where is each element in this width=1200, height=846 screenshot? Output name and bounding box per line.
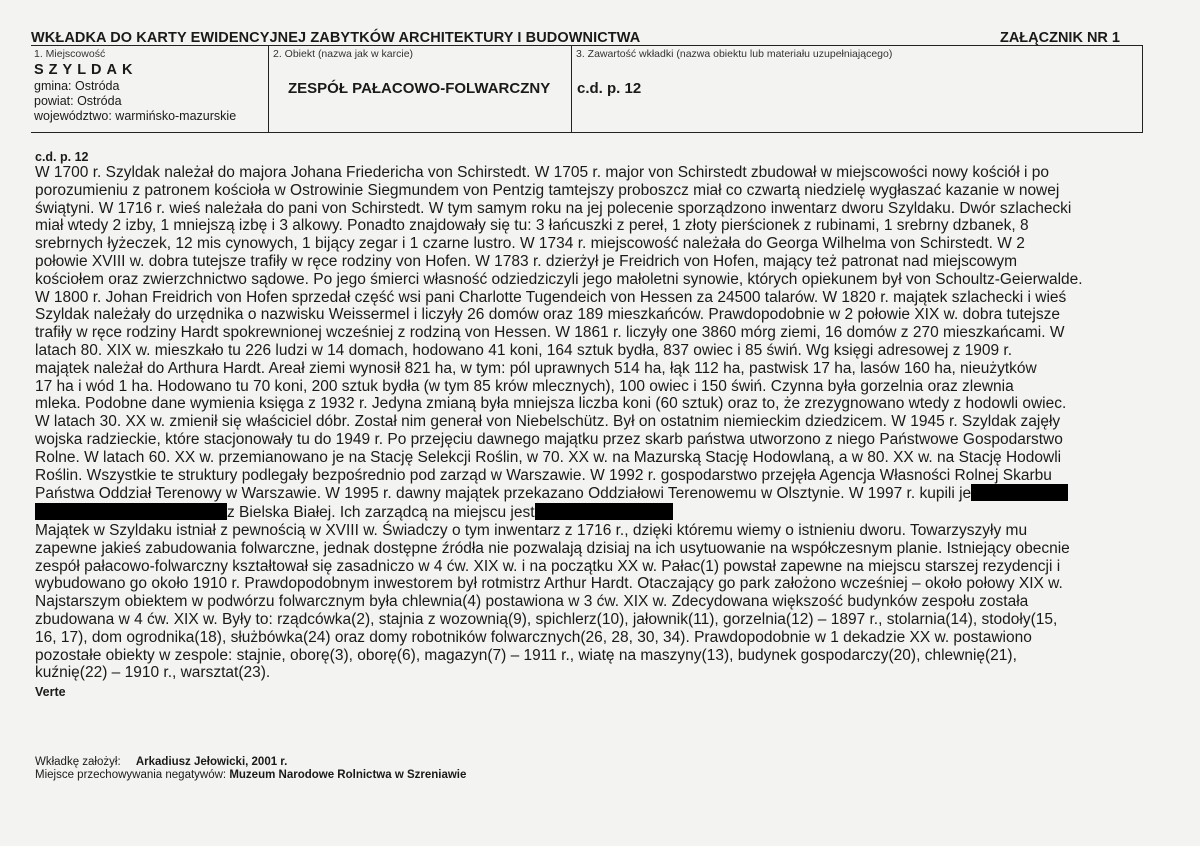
text-line: mleka. Podobne dane wymienia księga z 1932 r. Jedyna zmianą była mniejsza liczba koni (60 sztuk) oraz to, że zrezygnowano wtedy z hodowli owiec. (35, 395, 1067, 413)
field-locality (31, 46, 269, 132)
field-locality-caption: 1. Miejscowość (34, 48, 106, 60)
author-info (35, 756, 287, 768)
text-line: zespół pałacowo-folwarczny kształtował się zasadniczo w 4 ćw. XIX w. i na początku XX w. Pałac(1) powstał zapewne na miejscu starszej rezydencji i (35, 557, 1061, 575)
main-text (35, 150, 1150, 702)
text-line: W latach 30. XX w. zmienił się właściciel dóbr. Został nim generał von Niebelschütz. Był on ostatnim niemieckim dziedzicem. W 1945 r. Szyldak zajęły (35, 413, 1061, 431)
text-line: 16, 17), dom ogrodnika(18), służbówka(24) oraz domy robotników folwarcznych(26, 28, 30, 34). Prawdopodobnie w 1 dekadzie XX w. postawiono (35, 628, 1032, 646)
redaction-block (971, 484, 1068, 501)
text-line-20: z Bielska Białej. Ich zarządcą na miejscu jest (227, 504, 535, 522)
text-line: kuźnię(22) – 1910 r., warsztat(23). (35, 664, 271, 682)
locality-powiat: powiat: Ostróda (34, 94, 122, 108)
history-paragraph (35, 164, 1150, 484)
text-line: W 1700 r. Szyldak należał do majora Johana Friedericha von Schirstedt. W 1705 r. major von Schirstedt zbudował w miejscowości nowy kościół i po (35, 164, 1049, 181)
text-line: W 1800 r. Johan Freidrich von Hofen sprzedał część wsi pani Charlotte Tugendeich von Hessen za 24500 talarów. W 1820 r. majątek szlachecki i wieś (35, 288, 1067, 306)
text-line: majątek należał do Arthura Hardt. Areał ziemi wynosił 821 ha, w tym: pól uprawnych 514 ha, łąk 112 ha, pastwisk 17 ha, lasów 160 ha, nieużytków (35, 359, 1037, 377)
redaction-block (535, 503, 673, 520)
locality-wojewodztwo: województwo: warmińsko-mazurskie (34, 109, 237, 123)
complex-paragraph (35, 522, 1150, 682)
text-line: miał wtedy 2 izby, 1 mniejszą izbę i 3 alkowy. Ponadto znajdowały się tu: 3 łańcuszki z pereł, 1 złoty pierścionek z rubinami, 1 srebrny dzbanek, 8 (35, 217, 1029, 235)
text-line: Szyldak należały do urzędnika o nazwisku Weissermel i liczyły 26 domów oraz 189 mieszkańców. Prawdopodobnie w 2 połowie XIX w. dobra tutejsze (35, 306, 1060, 324)
field-object-caption: 2. Obiekt (nazwa jak w karcie) (273, 48, 414, 60)
text-line: Majątek w Szyldaku istniał z pewnością w XVIII w. Świadczy o tym inwentarz z 1716 r., dzięki któremu wiemy o istnieniu dworu. Towarzyszyły mu (35, 521, 1028, 539)
field-contents-caption: 3. Zawartość wkładki (nazwa obiektu lub materiału uzupełniającego) (576, 48, 893, 60)
header-fields (31, 45, 1143, 133)
text-line: srebrnych łyżeczek, 12 mis cynowych, 1 bijący zegar i 1 czarne lustro. W 1734 r. miejscowość należała do Georga Wilhelma von Schirstedt. W 2 (35, 235, 1025, 253)
text-line: Rolne. W latach 60. XX w. przemianowano je na Stację Selekcji Roślin, w 70. XX w. na Mazurską Stację Hodowlaną, a w 80. XX w. na Stację Hodowli (35, 448, 1062, 466)
text-line-19: Państwa Oddział Terenowy w Warszawie. W 1995 r. dawny majątek przekazano Oddziałowi Terenowemu w Olsztynie. W 1997 r. kupili je (35, 485, 972, 503)
text-line: wojska radzieckie, które stacjonowały tu do 1949 r. Po przejęciu dawnego majątku przez skarb państwa utworzono z niego Państwowe Gospodarstwo (35, 430, 1063, 448)
text-line: zapewne jakieś zabudowania folwarczne, jednak dostępne źródła nie pozwalają dzisiaj na ich usytuowanie na współczesnym planie. Istniejący obecnie (35, 539, 1070, 557)
card-title: WKŁADKA DO KARTY EWIDENCYJNEJ ZABYTKÓW ARCHITEKTURY I BUDOWNICTWA (31, 30, 641, 46)
text-line: porozumieniu z patronem kościoła w Ostrowinie Siegmundem von Pentzig tamtejszy proboszcz miał co czwartą niedzielę wygłaszać kazanie w nowej (35, 181, 1060, 199)
text-line (35, 503, 1150, 522)
text-line: latach 80. XIX w. mieszkało tu 226 ludzi w 14 domach, hodowano 41 koni, 164 sztuk bydła, 837 owiec i 85 świń. Wg księgi adresowej z 1909 r. (35, 341, 1013, 359)
contents-value: c.d. p. 12 (577, 80, 642, 97)
text-line: świątyni. W 1716 r. wieś należała do pani von Schirstedt. W tym samym roku na jej polecenie sporządzono inwentarz dworu Szyldaku. Dwór szlachecki (35, 199, 1072, 217)
locality-gmina: gmina: Ostróda (34, 79, 120, 93)
author-label: Wkładkę założył: (35, 756, 121, 768)
field-contents (573, 46, 1143, 132)
locality-name: SZYLDAK (34, 62, 138, 78)
text-line: wybudowano go około 1910 r. Prawdopodobnym inwestorem był rotmistrz Arthur Hardt. Otaczający go park założono wcześniej – około połowy XIX w. (35, 575, 1063, 593)
text-line: Roślin. Wszystkie te struktury podlegały bezpośrednio pod zarząd w Warszawie. W 1992 r. gospodarstwo przejęła Agencja Własności Rolnej Skarbu (35, 466, 1052, 484)
field-object (270, 46, 572, 132)
text-line: połowie XVIII w. dobra tutejsze trafiły w ręce rodziny von Hofen. W 1783 r. dzierżył je Freidrich von Hofen, mający też patronat nad miejscowym (35, 252, 1018, 270)
author-name: Arkadiusz Jełowicki, 2001 r. (135, 756, 288, 768)
text-heading: c.d. p. 12 (35, 150, 89, 164)
redaction-block (35, 503, 227, 520)
text-line: zbudowana w 4 ćw. XIX w. Były to: rządcówka(2), stajnia z wozownią(9), spichlerz(10), jałownik(11), gorzelnia(12) – 1897 r., stolarnia(14), stodoły(15, (35, 610, 1058, 628)
text-line: trafiły w ręce rodziny Hardt spokrewnionej wcześniej z rodziną von Hessen. W 1861 r. liczyły one 3860 mórg ziemi, 16 domów z 270 mieszkańcami. W (35, 324, 1065, 342)
object-name: ZESPÓŁ PAŁACOWO-FOLWARCZNY (288, 80, 551, 97)
storage-place: Muzeum Narodowe Rolnictwa w Szreniawie (229, 769, 467, 781)
verte-note: Verte (35, 685, 66, 700)
storage-info (35, 769, 466, 781)
text-line (35, 484, 1150, 503)
storage-label: Miejsce przechowywania negatywów: (35, 769, 227, 781)
text-line: pozostałe obiekty w zespole: stajnie, oborę(3), oborę(6), magazyn(7) – 1911 r., wiatę na maszyny(13), budynek gospodarczy(20), chlewnię(21), (35, 646, 1017, 664)
text-line: Najstarszym obiektem w podwórzu folwarcznym była chlewnia(4) postawiona w 3 ćw. XIX w. Zdecydowana większość budynków zespołu została (35, 593, 1029, 611)
text-line: 17 ha i wód 1 ha. Hodowano tu 70 koni, 200 sztuk bydła (w tym 85 krów mlecznych), 100 owiec i 150 świń. Czynna była gorzelnia oraz zlewnia (35, 377, 1014, 395)
text-line: kościołem oraz zwierzchnictwo sądowe. Po jego śmierci własność odziedziczyli jego małoletni synowie, których opiekunem był von Schoultz-Geierwalde. (35, 270, 1083, 288)
annex-number: ZAŁĄCZNIK NR 1 (999, 30, 1120, 46)
